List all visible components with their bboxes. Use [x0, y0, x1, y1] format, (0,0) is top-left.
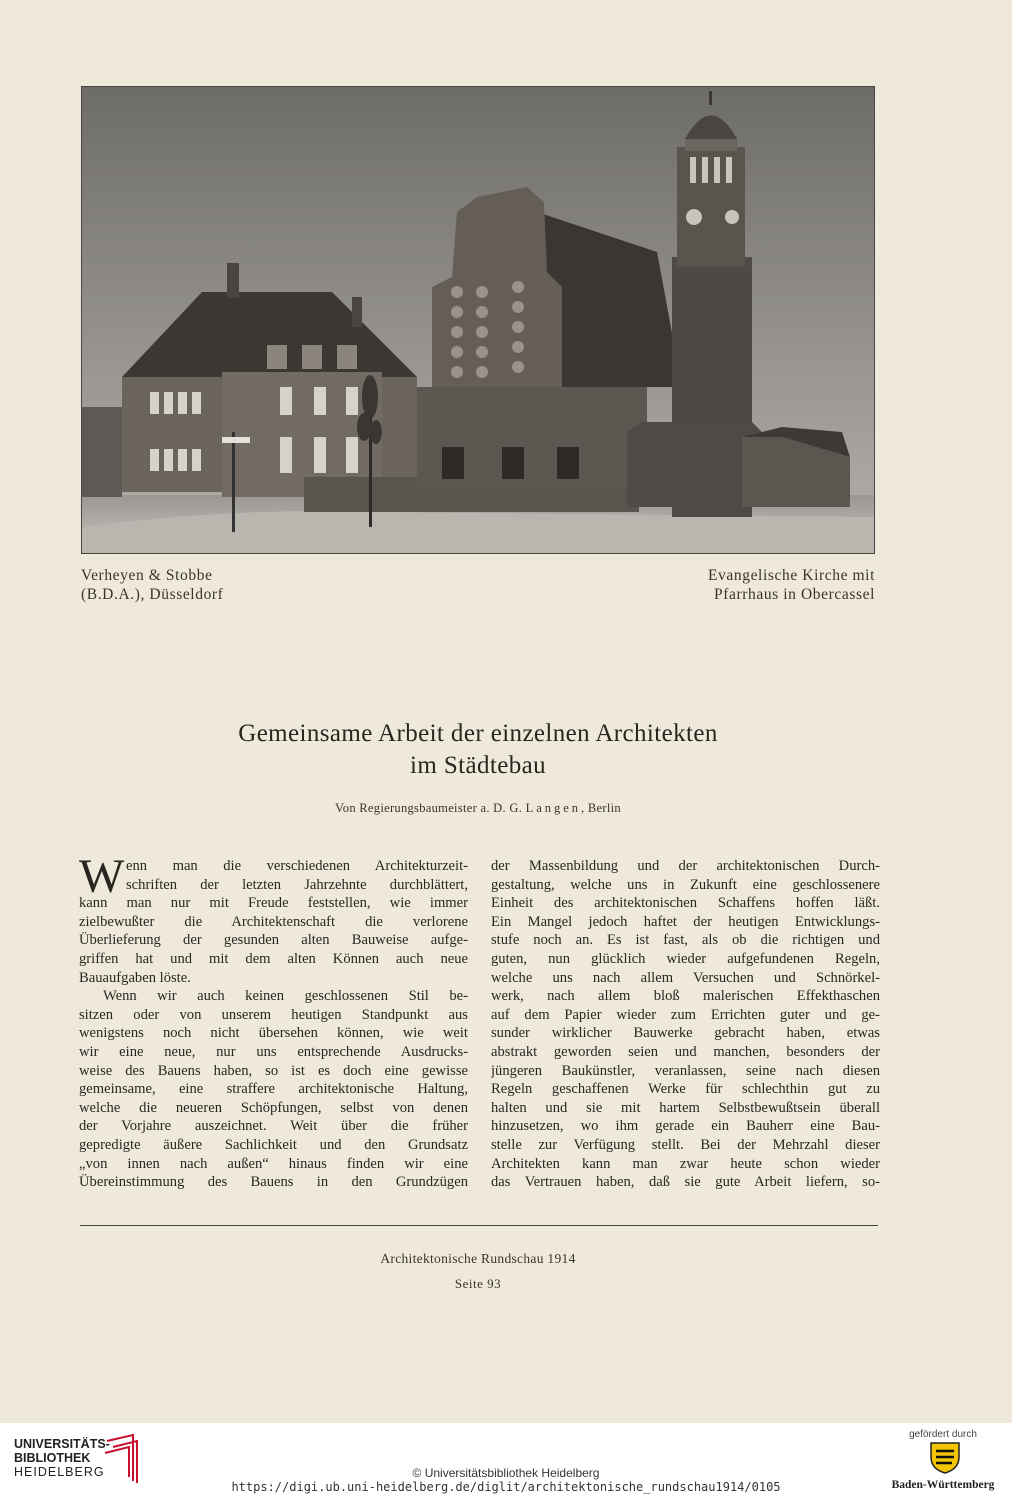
article-text-line: „von innen nach außen“ hinaus finden wir eine	[79, 1155, 468, 1172]
article-text-line: halten und sie mit hartem Selbstbewußtsein überall	[491, 1099, 880, 1116]
article-text-line: Regeln geschaffenen Werke für schlechthin gut zu	[491, 1081, 880, 1098]
article-text-line: Ein Mangel jedoch haftet der heutigen Entwicklungs-	[491, 913, 880, 930]
page-number: Seite 93	[454, 1276, 502, 1291]
article-text-line: werk, nach allem bloß malerischen Effekthaschen	[491, 988, 880, 1005]
article-text-line: gepredigte äußere Sachlichkeit und den Grundsatz	[79, 1136, 468, 1153]
article-text-line: abstrakt geworden seien und manchen, besonders der	[491, 1043, 880, 1060]
article-text-line: enn man die verschiedenen Architekturzeit-	[126, 858, 468, 874]
article-text-line: der Vorjahre auszeichnet. Weit über die früher	[79, 1118, 468, 1135]
photo-subject-line-2: Pfarrhaus in Obercassel	[714, 586, 875, 603]
article-text-line: guten, nun glücklich wieder aufgefundenen Regeln,	[491, 950, 880, 967]
article-column-left	[79, 850, 468, 1192]
article-byline	[81, 801, 875, 816]
article-text-line: der Massenbildung und der architektonischen Durch-	[491, 858, 880, 874]
article-text-line: Überlieferung der gesunden alten Bauweise aufge-	[79, 932, 468, 949]
article-text-line: sitzen oder von unserem heutigen Standpunkt aus	[79, 1006, 468, 1023]
photo-credit-line-2: (B.D.A.), Düsseldorf	[81, 586, 224, 603]
article-text-line: sunder wirklicher Bauwerke gebracht haben, etwas	[491, 1025, 880, 1042]
article-text-line: stelle zur Verfügung stellt. Bei der Mehrzahl dieser	[491, 1136, 880, 1153]
article-text-line: weise des Bauens haben, so ist es doch eine gewisse	[79, 1062, 468, 1079]
church-photograph	[81, 86, 875, 554]
photo-credit-caption	[81, 566, 223, 604]
copyright-notice: © Universitätsbibliothek Heidelberg	[412, 1466, 600, 1480]
article-text-line: Wenn wir auch keinen geschlossenen Stil be-	[103, 988, 468, 1005]
article-text-line: Bauaufgaben löste.	[79, 969, 191, 986]
sponsor-name: Baden-Württemberg	[891, 1479, 995, 1491]
drop-cap: W	[79, 850, 125, 903]
article-text-line: Architekten kann man zwar heute schon wieder	[491, 1155, 880, 1172]
article-text-line: Einheit des architektonischen Schaffens hoffen läßt.	[491, 895, 880, 912]
article-text-line: das Vertrauen haben, daß sie gute Arbeit liefern, so-	[491, 1174, 880, 1191]
church-illustration	[82, 87, 875, 554]
byline-suffix: , Berlin	[581, 801, 621, 815]
byline-author-name: Langen	[525, 801, 582, 815]
permalink-url[interactable]: https://digi.ub.uni-heidelberg.de/diglit/architektonische_rundschau1914/0105	[231, 1480, 781, 1494]
article-text-line: griffen hat und mit dem alten Können auch neue	[79, 950, 468, 967]
logo-line-1: UNIVERSITÄTS-	[14, 1437, 110, 1451]
article-text-line: jüngeren Baukünstler, veranlassen, seine nach diesen	[491, 1062, 880, 1079]
footer-rule	[80, 1225, 878, 1226]
article-text-line: welche uns nach allem Versuchen und Schnörkel-	[491, 969, 880, 986]
article-text-line: welche die neueren Schöpfungen, selbst von denen	[79, 1099, 468, 1116]
photo-subject-caption	[708, 566, 875, 604]
article-text-line: gestaltung, welche uns in Zukunft eine geschlossenere	[491, 876, 880, 893]
journal-name: Architektonische Rundschau 1914	[380, 1251, 576, 1266]
article-text-line: auf dem Papier wieder zum Errichten guter und ge-	[491, 1006, 880, 1023]
article-text-line: stufe noch an. Es ist fast, als ob die richtigen und	[491, 932, 880, 949]
article-text-line: wenigstens noch nicht übersehen können, wie weit	[79, 1025, 468, 1042]
article-text-line: zielbewußter die Architektenschaft die verlorene	[79, 913, 468, 930]
article-text-line: gemeinsame, eine straffere architektonische Haltung,	[79, 1081, 468, 1098]
article-title-line-1: Gemeinsame Arbeit der einzelnen Architekten	[238, 720, 718, 747]
logo-line-2: BIBLIOTHEK	[14, 1451, 91, 1465]
article-text-line: wir eine neue, nur uns entsprechende Ausdrucks-	[79, 1043, 468, 1060]
article-text-line: kann man nur mit Freude feststellen, wie immer	[79, 895, 468, 912]
article-title	[81, 718, 875, 782]
article-text-line: hinzusetzen, wo ihm gerade ein Bauherr eine Bau-	[491, 1118, 880, 1135]
article-text-line: schriften der letzten Jahrzehnte durchblättert,	[126, 876, 468, 893]
coat-of-arms-icon	[925, 1441, 965, 1475]
photo-credit-line-1: Verheyen & Stobbe	[81, 567, 213, 584]
article-title-line-2: im Städtebau	[409, 752, 547, 779]
photo-subject-line-1: Evangelische Kirche mit	[707, 567, 875, 584]
logo-line-3: HEIDELBERG	[14, 1465, 105, 1479]
article-column-right	[491, 857, 880, 1192]
sponsor-label: gefördert durch	[909, 1429, 977, 1440]
byline-prefix: Von Regierungsbaumeister a. D. G.	[335, 801, 523, 815]
article-text-line: Übereinstimmung des Bauens in den Grundzügen	[79, 1174, 468, 1191]
